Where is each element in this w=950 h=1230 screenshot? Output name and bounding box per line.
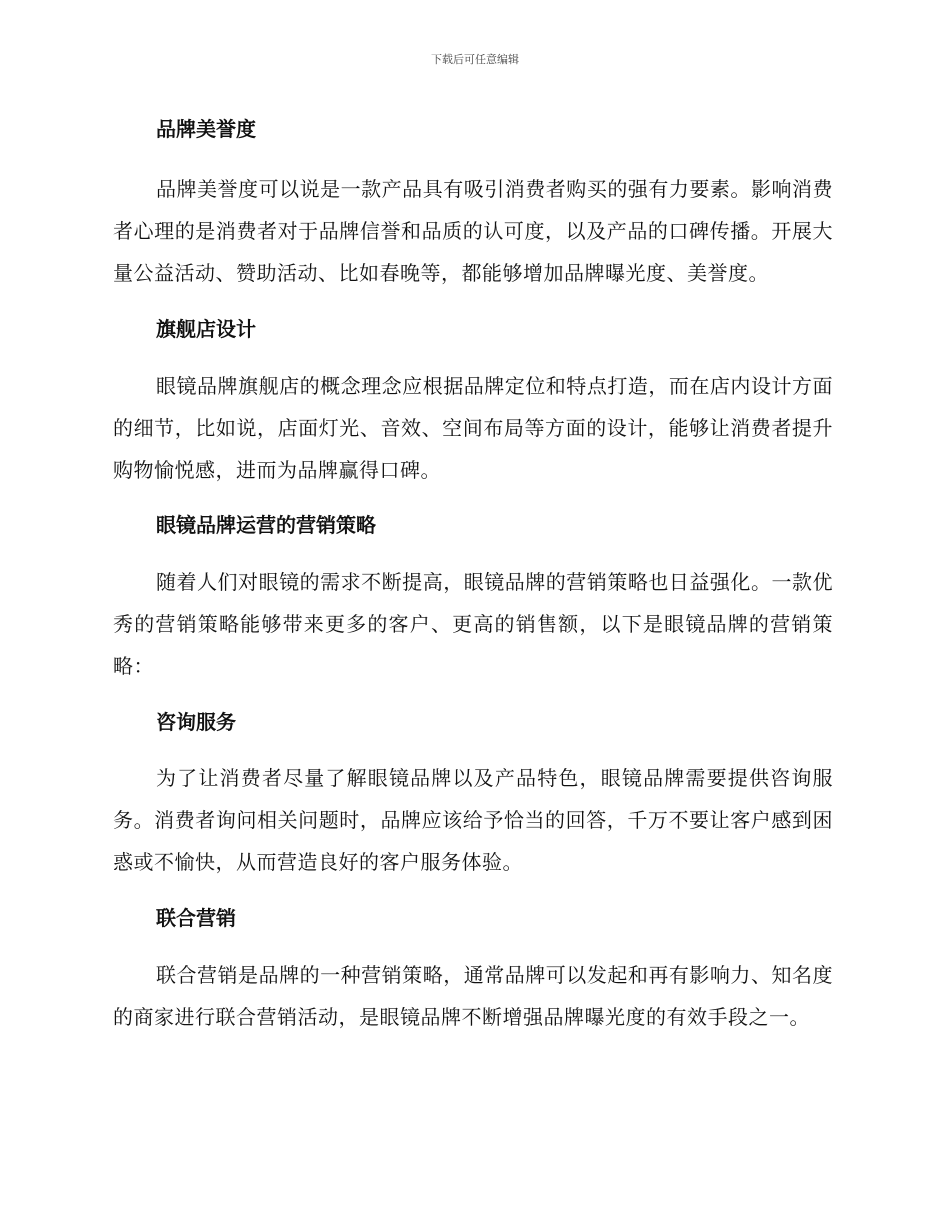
section-paragraph-joint-marketing: 联合营销是品牌的一种营销策略，通常品牌可以发起和再有影响力、知名度的商家进行联合营销活动，是眼镜品牌不断增强品牌曝光度的有效手段之一。 — [113, 963, 833, 1029]
section-paragraph-marketing-strategy: 随着人们对眼镜的需求不断提高，眼镜品牌的营销策略也日益强化。一款优秀的营销策略能够带来更多的客户、更高的销售额，以下是眼镜品牌的营销策略： — [113, 570, 833, 678]
section-heading-joint-marketing: 联合营销 — [156, 906, 236, 930]
section-paragraph-consulting-service: 为了让消费者尽量了解眼镜品牌以及产品特色，眼镜品牌需要提供咨询服务。消费者询问相关问题时，品牌应该给予恰当的回答，千万不要让客户感到困惑或不愉快，从而营造良好的客户服务体验。 — [113, 766, 833, 874]
section-heading-flagship-store-design: 旗舰店设计 — [156, 317, 256, 341]
document-body — [113, 110, 833, 1038]
section-heading-brand-reputation: 品牌美誉度 — [156, 117, 256, 141]
header-note: 下载后可任意编辑 — [431, 53, 519, 66]
section-heading-consulting-service: 咨询服务 — [156, 710, 236, 734]
section-paragraph-brand-reputation: 品牌美誉度可以说是一款产品具有吸引消费者购买的强有力要素。影响消费者心理的是消费者对于品牌信誉和品质的认可度，以及产品的口碑传播。开展大量公益活动、赞助活动、比如春晚等，都能够增加品牌曝光度、美誉度。 — [113, 177, 833, 285]
section-heading-marketing-strategy: 眼镜品牌运营的营销策略 — [156, 513, 376, 537]
section-paragraph-flagship-store-design: 眼镜品牌旗舰店的概念理念应根据品牌定位和特点打造，而在店内设计方面的细节，比如说，店面灯光、音效、空间布局等方面的设计，能够让消费者提升购物愉悦感，进而为品牌赢得口碑。 — [113, 374, 833, 482]
